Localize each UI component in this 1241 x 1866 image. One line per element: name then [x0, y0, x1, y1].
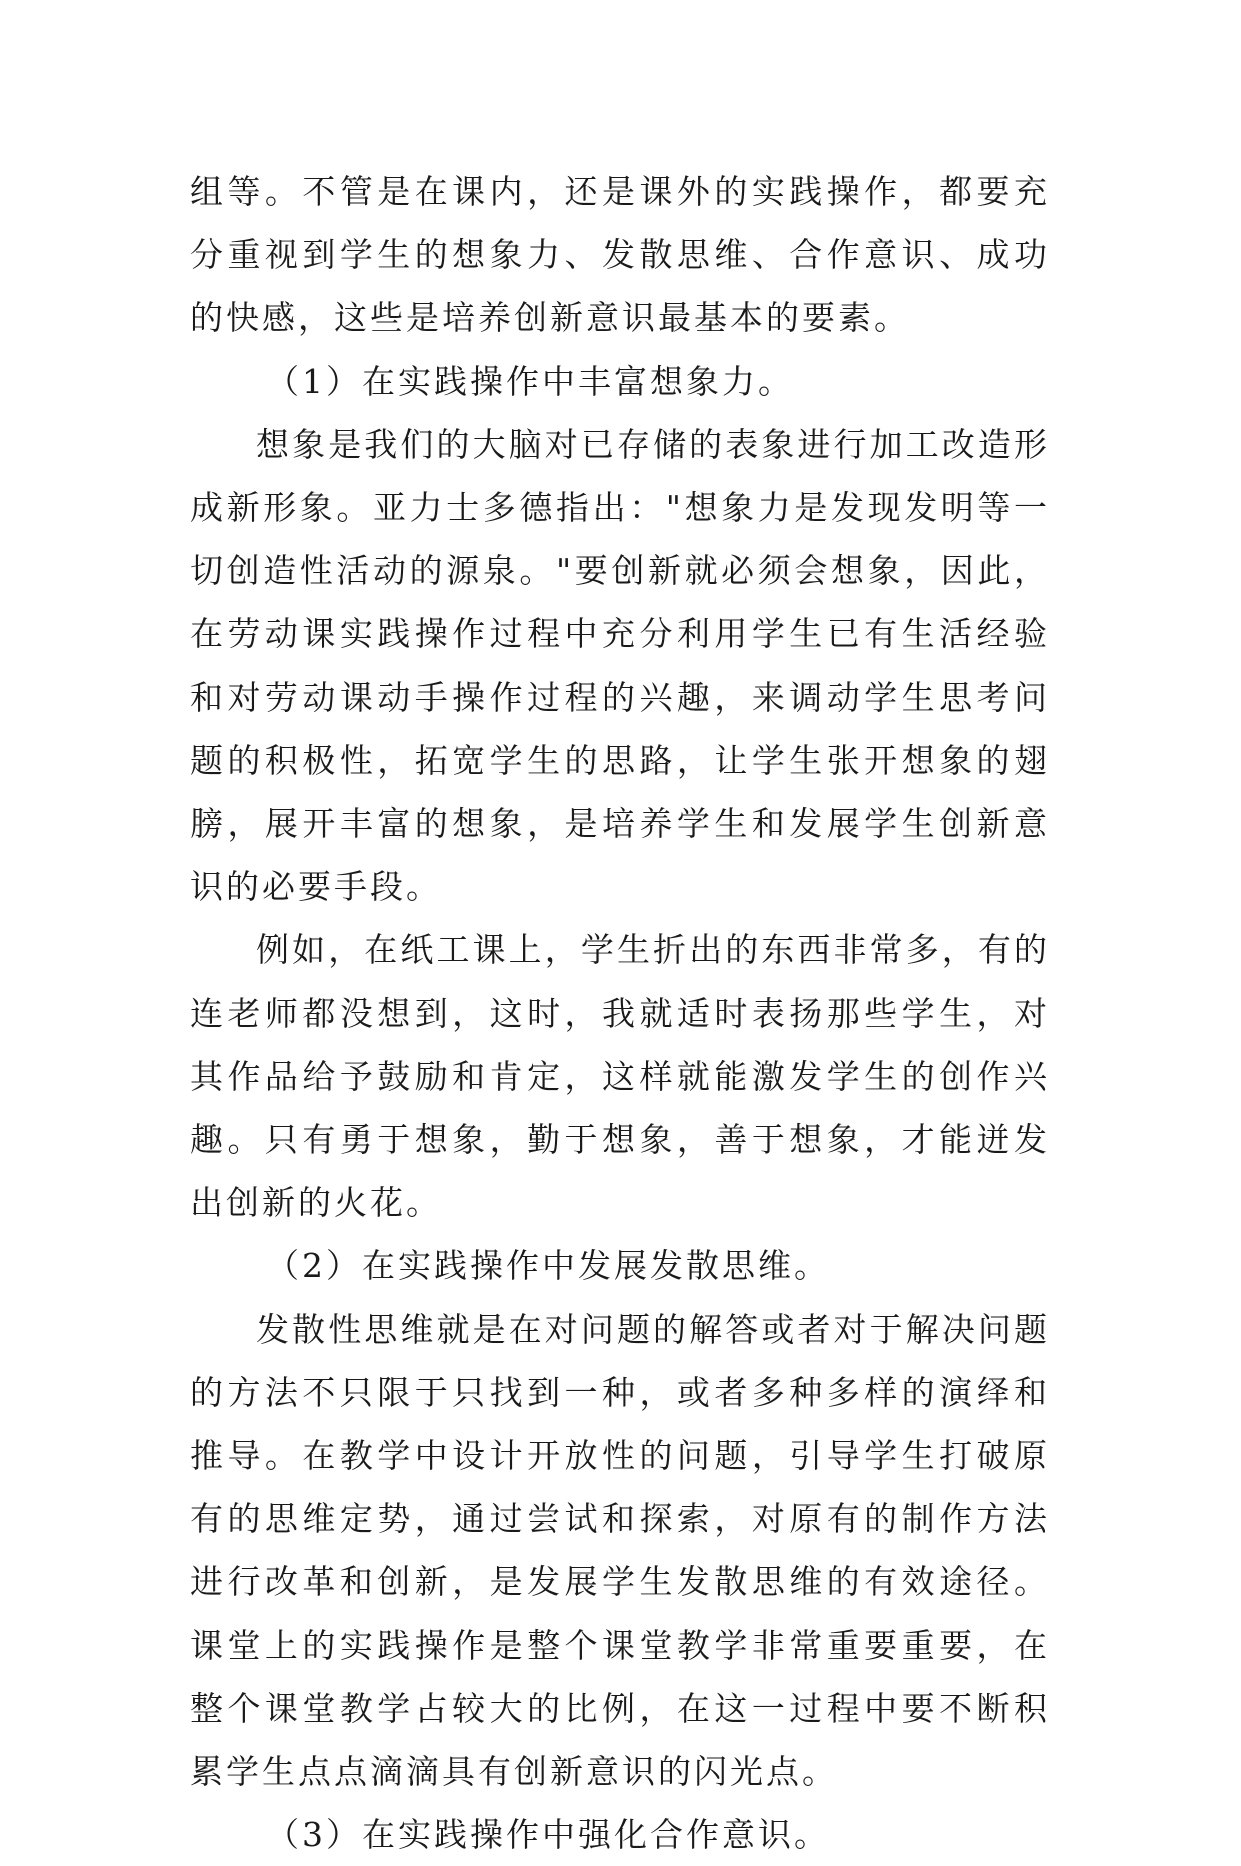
document-body	[190, 160, 1050, 1866]
paragraph-example: 例如，在纸工课上，学生折出的东西非常多，有的连老师都没想到，这时，我就适时表扬那些学生，对其作品给予鼓励和肯定，这样就能激发学生的创作兴趣。只有勇于想象，勤于想象，善于想象，才能迸发出创新的火花。	[190, 930, 1050, 1223]
section-heading-1: （1）在实践操作中丰富想象力。	[266, 361, 794, 401]
section-heading-3: （3）在实践操作中强化合作意识。	[266, 1815, 830, 1855]
paragraph-imagination: 想象是我们的大脑对已存储的表象进行加工改造形成新形象。亚力士多德指出："想象力是发现发明等一切创造性活动的源泉。"要创新就必须会想象，因此，在劳动课实践操作过程中充分利用学生已有生活经验和对劳动课动手操作过程的兴趣，来调动学生思考问题的积极性，拓宽学生的思路，让学生张开想象的翅膀，展开丰富的想象，是培养学生和发展学生创新意识的必要手段。	[190, 424, 1050, 907]
paragraph-divergent-thinking: 发散性思维就是在对问题的解答或者对于解决问题的方法不只限于只找到一种，或者多种多样的演绎和推导。在教学中设计开放性的问题，引导学生打破原有的思维定势，通过尝试和探索，对原有的制作方法进行改革和创新，是发展学生发散思维的有效途径。课堂上的实践操作是整个课堂教学非常重要重要，在整个课堂教学占较大的比例，在这一过程中要不断积累学生点点滴滴具有创新意识的闪光点。	[190, 1309, 1050, 1792]
section-heading-2: （2）在实践操作中发展发散思维。	[266, 1246, 830, 1286]
paragraph-continuation: 组等。不管是在课内，还是课外的实践操作，都要充分重视到学生的想象力、发散思维、合作意识、成功的快感，这些是培养创新意识最基本的要素。	[190, 172, 1050, 338]
